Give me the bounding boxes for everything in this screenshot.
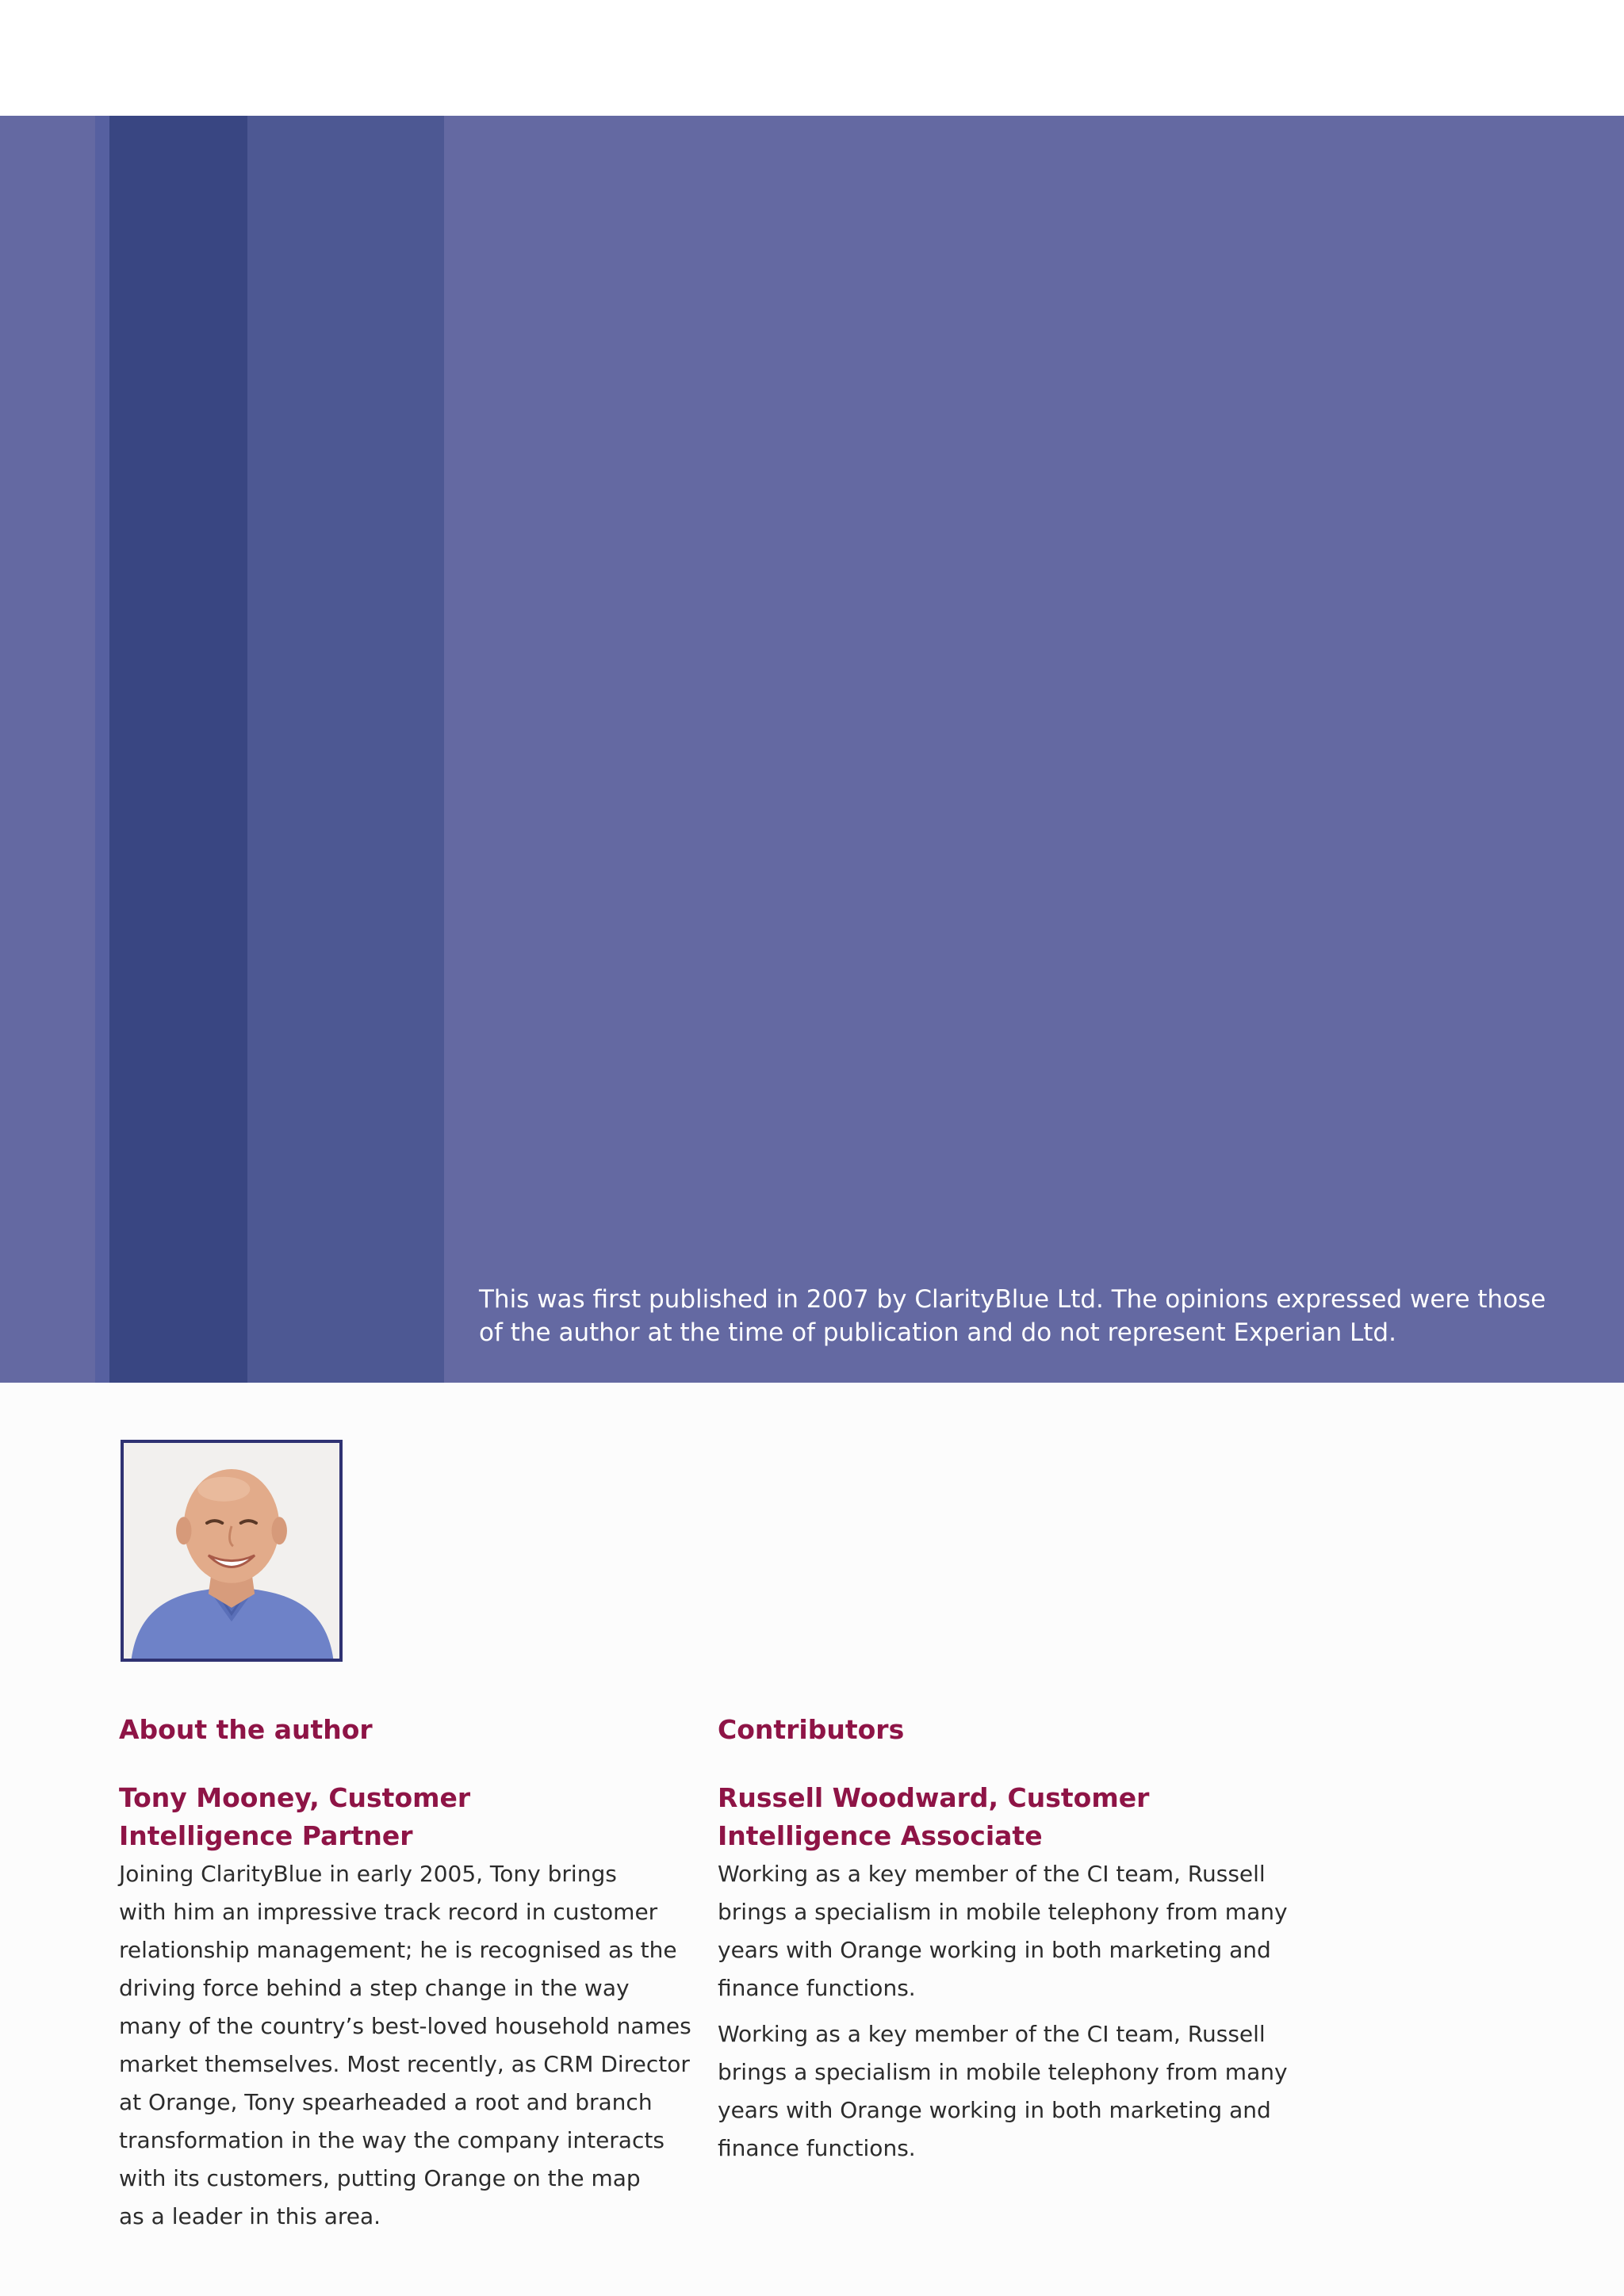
- bio-line: many of the country’s best-loved household names: [119, 2013, 691, 2039]
- bio-line: with him an impressive track record in customer: [119, 1899, 658, 1925]
- contributor-bio-paragraph: [718, 1855, 1288, 2007]
- section-title-about-author: About the author: [119, 1714, 373, 1745]
- publication-disclaimer: [479, 1283, 1546, 1349]
- contributor-bio-line: Working as a key member of the CI team, Russell: [718, 2021, 1266, 2047]
- bio-line: as a leader in this area.: [119, 2203, 381, 2229]
- bio-line: at Orange, Tony spearheaded a root and branch: [119, 2089, 653, 2115]
- about-author-section: [119, 1711, 691, 2236]
- author-portrait-image: [124, 1443, 339, 1659]
- bio-line: Joining ClarityBlue in early 2005, Tony brings: [119, 1861, 617, 1887]
- contributor-name: [718, 1779, 1273, 1855]
- contributor-bio-line: finance functions.: [718, 1975, 916, 2001]
- contributor-bio-line: years with Orange working in both marketing and: [718, 1937, 1271, 1963]
- bio-line: transformation in the way the company interacts: [119, 2127, 665, 2153]
- author-name-line: Tony Mooney, Customer: [119, 1782, 471, 1813]
- bio-line: market themselves. Most recently, as CRM Director: [119, 2051, 690, 2077]
- author-name: [119, 1779, 674, 1855]
- contributor-bio-line: brings a specialism in mobile telephony from many: [718, 2059, 1288, 2085]
- banner-stripe-thin: [95, 116, 109, 1383]
- bio-line: driving force behind a step change in the way: [119, 1975, 630, 2001]
- banner-stripe-dark: [109, 116, 247, 1383]
- bio-line: with its customers, putting Orange on the map: [119, 2165, 641, 2191]
- contributor-bio-line: years with Orange working in both marketing and: [718, 2097, 1271, 2123]
- contributor-bio-line: finance functions.: [718, 2135, 916, 2161]
- banner-stripe-mid: [247, 116, 444, 1383]
- author-name-line: Intelligence Partner: [119, 1820, 413, 1851]
- author-bio: [119, 1855, 691, 2236]
- top-margin: [0, 0, 1624, 116]
- section-title-contributors: Contributors: [718, 1714, 905, 1745]
- author-photo: [121, 1440, 343, 1662]
- bio-line: relationship management; he is recognised as the: [119, 1937, 677, 1963]
- contributor-bio-line: brings a specialism in mobile telephony from many: [718, 1899, 1288, 1925]
- contributor-name-line: Russell Woodward, Customer: [718, 1782, 1150, 1813]
- contributor-name-line: Intelligence Associate: [718, 1820, 1043, 1851]
- disclaimer-line: of the author at the time of publication and do not represent Experian Ltd.: [479, 1318, 1396, 1347]
- contributor-bio-paragraph: [718, 2015, 1288, 2168]
- cover-banner: [0, 116, 1624, 1383]
- contributors-section: [718, 1711, 1288, 2168]
- contributor-bio-line: Working as a key member of the CI team, Russell: [718, 1861, 1266, 1887]
- disclaimer-line: This was first published in 2007 by ClarityBlue Ltd. The opinions expressed were those: [479, 1285, 1546, 1314]
